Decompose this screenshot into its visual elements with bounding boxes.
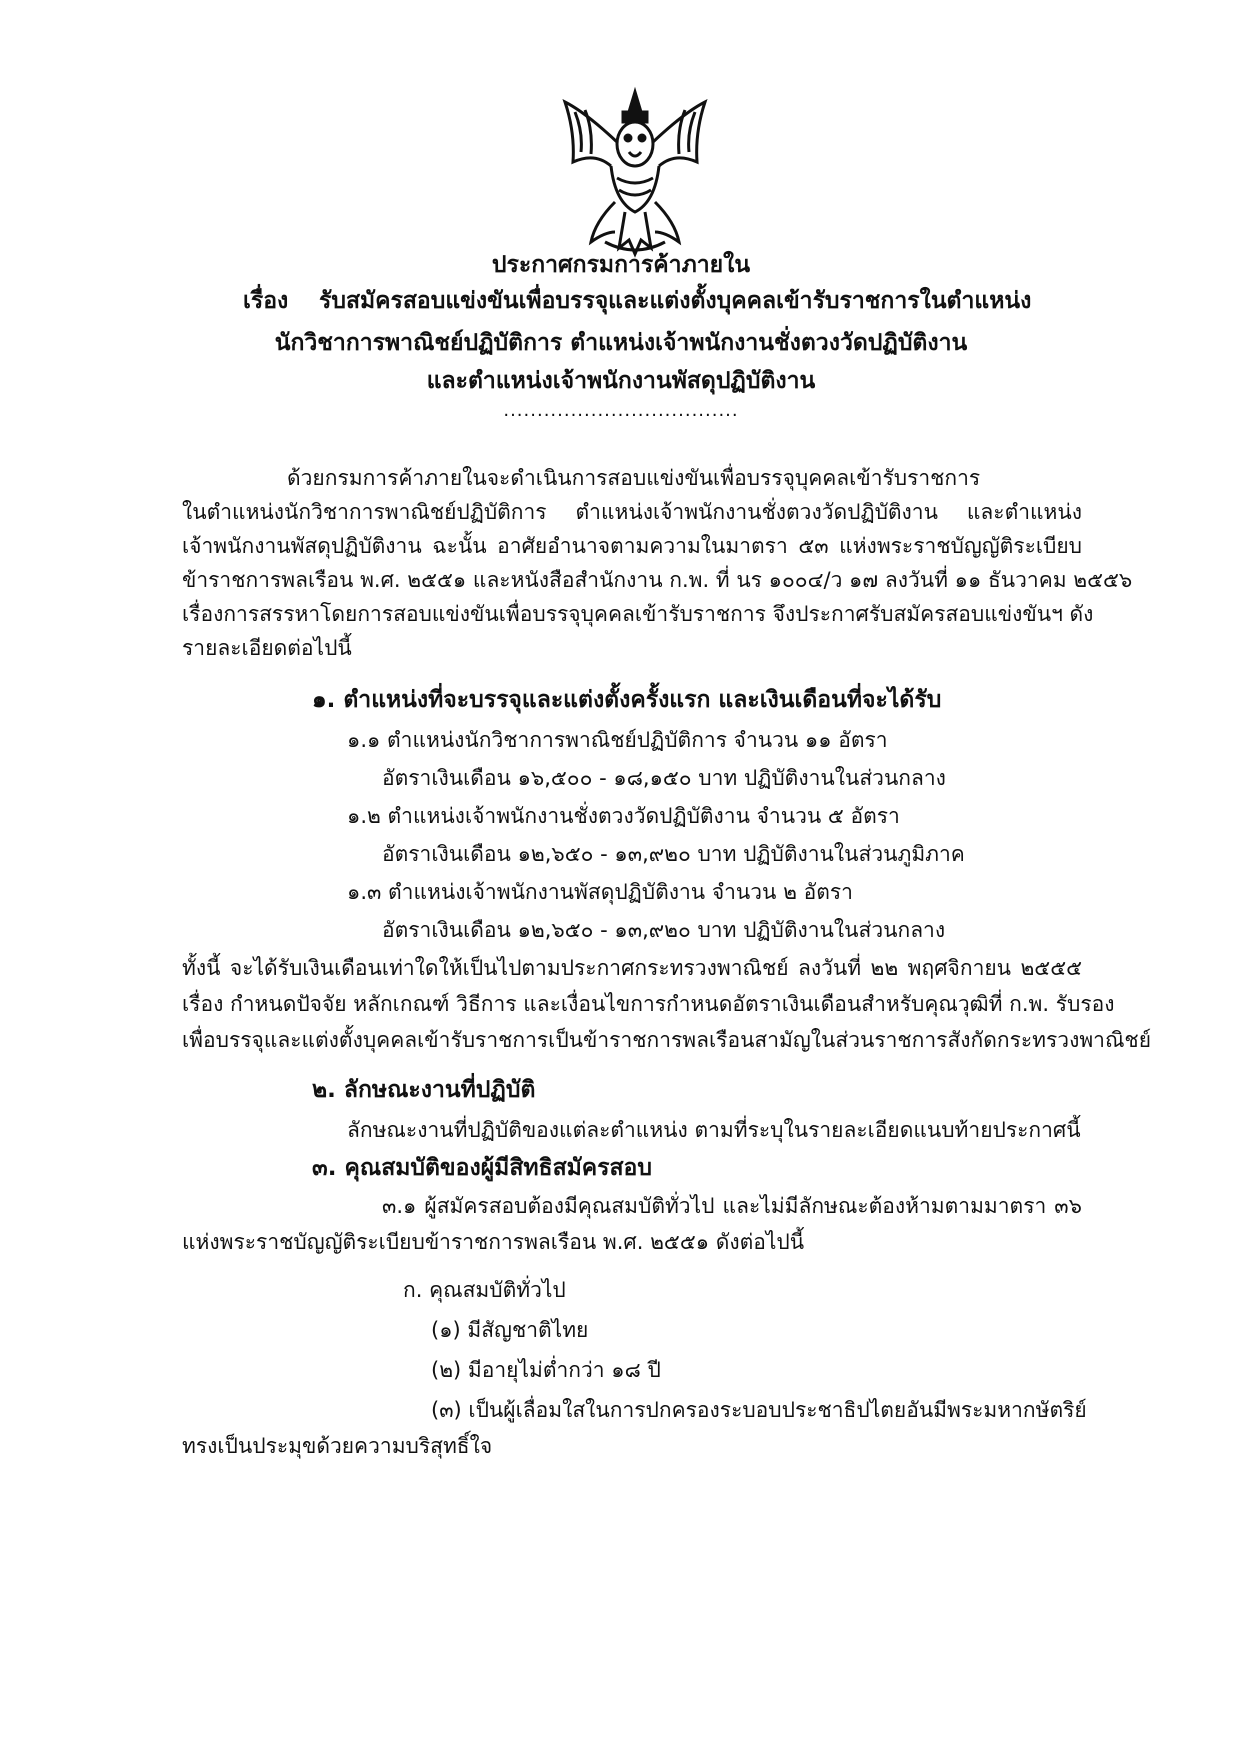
salary-note-line-2: เรื่อง กำหนดปัจจัย หลักเกณฑ์ วิธีการ และเงื่อนไขการกำหนดอัตราเงินเดือนสำหรับคุณวุฒิที่ ก.พ. รับรอง [182, 992, 1115, 1016]
qualification-line-2: แห่งพระราชบัญญัติระเบียบข้าราชการพลเรือน พ.ศ. ๒๕๕๑ ดังต่อไปนี้ [182, 1230, 805, 1254]
section-1-heading: ๑. ตำแหน่งที่จะบรรจุและแต่งตั้งครั้งแรก และเงินเดือนที่จะได้รับ [312, 687, 942, 713]
position-2-title: ๑.๒ ตำแหน่งเจ้าพนักงานชั่งตวงวัดปฏิบัติงาน จำนวน ๕ อัตรา [347, 804, 900, 828]
intro-line-1: ด้วยกรมการค้าภายในจะดำเนินการสอบแข่งขันเพื่อบรรจุบุคคลเข้ารับราชการ [287, 466, 981, 490]
qualification-item-3: (๓) เป็นผู้เลื่อมใสในการปกครองระบอบประชาธิปไตยอันมีพระมหากษัตริย์ [431, 1398, 1087, 1422]
position-3-title: ๑.๓ ตำแหน่งเจ้าพนักงานพัสดุปฏิบัติงาน จำนวน ๒ อัตรา [347, 880, 853, 904]
subject-line-1: รับสมัครสอบแข่งขันเพื่อบรรจุและแต่งตั้งบุคคลเข้ารับราชการในตำแหน่ง [319, 288, 1032, 314]
salary-note-line-3: เพื่อบรรจุและแต่งตั้งบุคคลเข้ารับราชการเป็นข้าราชการพลเรือนสามัญในส่วนราชการสังกัดกระทรวงพาณิชย์ [182, 1028, 1151, 1052]
intro-line-4: ข้าราชการพลเรือน พ.ศ. ๒๕๕๑ และหนังสือสำนักงาน ก.พ. ที่ นร ๑๐๐๔/ว ๑๗ ลงวันที่ ๑๑ ธันวาคม ๒๕๕๖ [182, 568, 1133, 592]
general-qualifications-heading: ก. คุณสมบัติทั่วไป [403, 1278, 566, 1302]
garuda-emblem-icon [555, 82, 715, 262]
title-separator: ................................... [503, 400, 739, 421]
qualification-item-2: (๒) มีอายุไม่ต่ำกว่า ๑๘ ปี [431, 1358, 661, 1382]
section-2-text: ลักษณะงานที่ปฏิบัติของแต่ละตำแหน่ง ตามที่ระบุในรายละเอียดแนบท้ายประกาศนี้ [347, 1118, 1081, 1142]
intro-line-2: ในตำแหน่งนักวิชาการพาณิชย์ปฏิบัติการ ตำแหน่งเจ้าพนักงานชั่งตวงวัดปฏิบัติงาน และตำแหน่ง [182, 500, 1082, 524]
position-1-title: ๑.๑ ตำแหน่งนักวิชาการพาณิชย์ปฏิบัติการ จำนวน ๑๑ อัตรา [347, 728, 888, 752]
position-1-salary: อัตราเงินเดือน ๑๖,๕๐๐ - ๑๘,๑๕๐ บาท ปฏิบัติงานในส่วนกลาง [382, 766, 946, 790]
salary-note-line-1: ทั้งนี้ จะได้รับเงินเดือนเท่าใดให้เป็นไปตามประกาศกระทรวงพาณิชย์ ลงวันที่ ๒๒ พฤศจิกายน ๒๕๕๕ [182, 956, 1082, 980]
qualification-line-1: ๓.๑ ผู้สมัครสอบต้องมีคุณสมบัติทั่วไป และไม่มีลักษณะต้องห้ามตามมาตรา ๓๖ [382, 1194, 1082, 1218]
section-2-heading: ๒. ลักษณะงานที่ปฏิบัติ [312, 1077, 536, 1103]
position-3-salary: อัตราเงินเดือน ๑๒,๖๕๐ - ๑๓,๙๒๐ บาท ปฏิบัติงานในส่วนกลาง [382, 918, 946, 942]
subject-line-2: นักวิชาการพาณิชย์ปฏิบัติการ ตำแหน่งเจ้าพนักงานชั่งตวงวัดปฏิบัติงาน [274, 330, 968, 356]
subject-line-3: และตำแหน่งเจ้าพนักงานพัสดุปฏิบัติงาน [426, 368, 816, 394]
qualification-item-1: (๑) มีสัญชาติไทย [431, 1318, 589, 1342]
announcement-agency: ประกาศกรมการค้าภายใน [491, 252, 751, 278]
intro-line-6: รายละเอียดต่อไปนี้ [182, 636, 352, 660]
section-3-heading: ๓. คุณสมบัติของผู้มีสิทธิสมัครสอบ [312, 1155, 652, 1181]
intro-line-5: เรื่องการสรรหาโดยการสอบแข่งขันเพื่อบรรจุบุคคลเข้ารับราชการ จึงประกาศรับสมัครสอบแข่งขันฯ ดัง [182, 602, 1094, 626]
qualification-item-3-cont: ทรงเป็นประมุขด้วยความบริสุทธิ์ใจ [182, 1434, 493, 1458]
position-2-salary: อัตราเงินเดือน ๑๒,๖๕๐ - ๑๓,๙๒๐ บาท ปฏิบัติงานในส่วนภูมิภาค [382, 842, 965, 866]
subject-label: เรื่อง [243, 288, 289, 314]
intro-line-3: เจ้าพนักงานพัสดุปฏิบัติงาน ฉะนั้น อาศัยอำนาจตามความในมาตรา ๕๓ แห่งพระราชบัญญัติระเบียบ [182, 534, 1082, 558]
